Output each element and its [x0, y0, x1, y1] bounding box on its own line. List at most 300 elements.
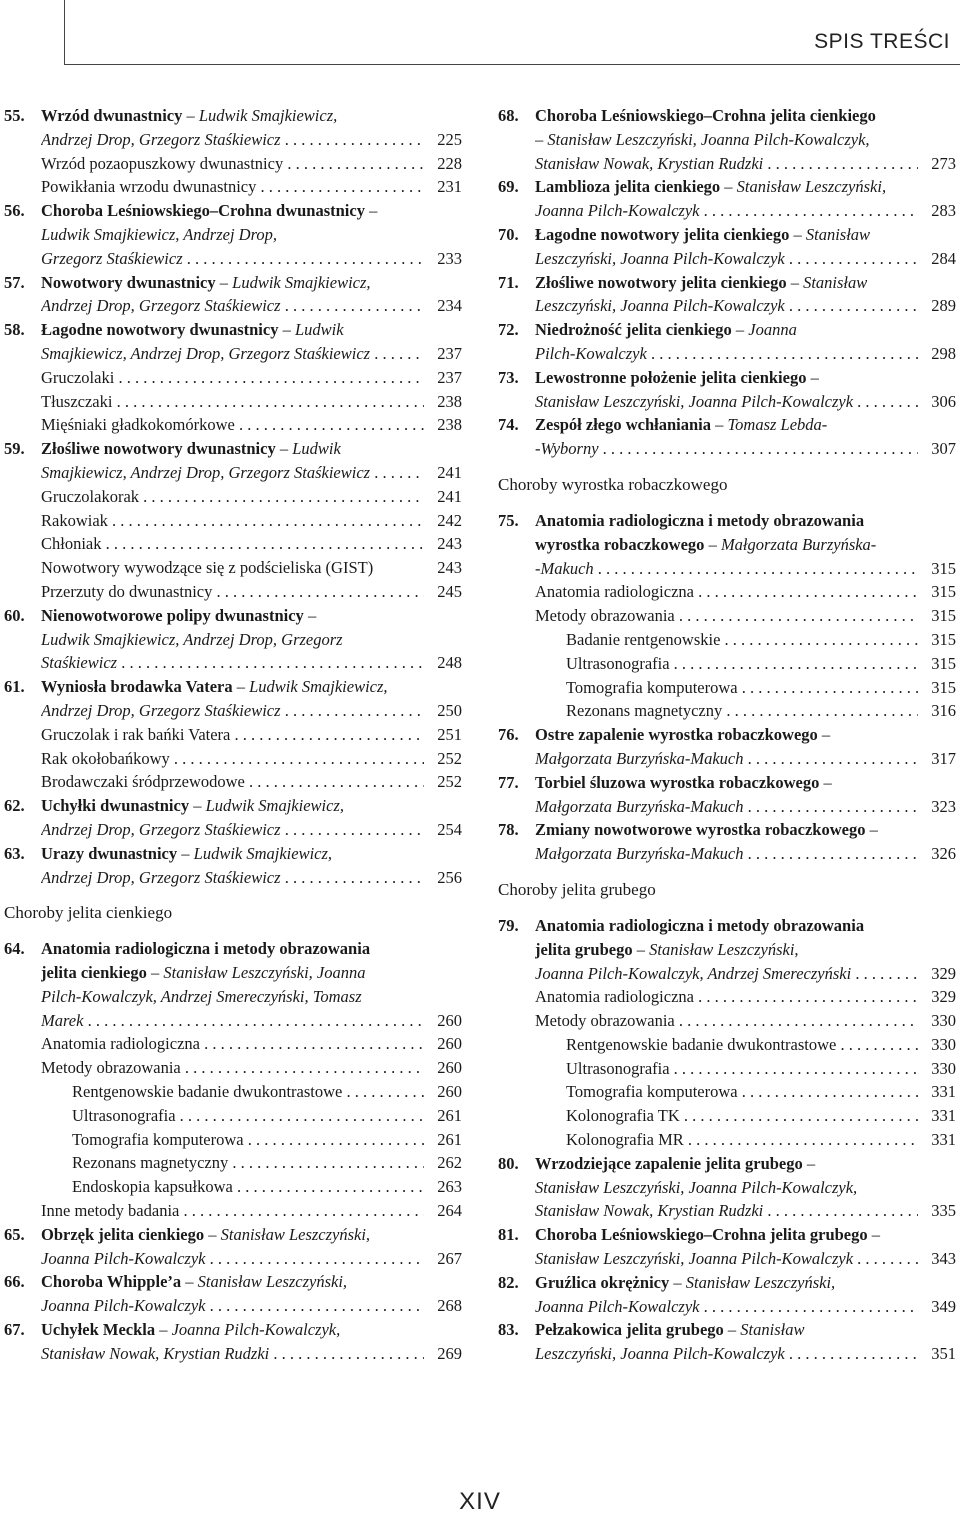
chapter-title: Ostre zapalenie wyrostka robaczkowego: [535, 725, 818, 745]
chapter-number: 76.: [498, 725, 519, 745]
toc-entry-line[interactable]: [4, 199, 462, 223]
toc-entry-line[interactable]: [498, 390, 956, 414]
entry-text: [535, 604, 918, 628]
toc-entry-line[interactable]: [4, 485, 462, 509]
subsection-title: Rak okołobańkowy: [41, 748, 170, 768]
chapter-number: 62.: [4, 796, 25, 816]
authors: Leszczyński, Joanna Pilch-Kowalczyk: [535, 296, 785, 316]
toc-entry-line[interactable]: [498, 723, 956, 747]
toc-entry-line[interactable]: [4, 651, 462, 675]
entry-text: [566, 1104, 918, 1128]
toc-entry-line[interactable]: [498, 509, 956, 533]
entry-text: [41, 651, 424, 675]
dash: –: [364, 201, 378, 221]
toc-entry-line[interactable]: [4, 1175, 462, 1199]
dash: –: [817, 725, 831, 745]
toc-entry-line[interactable]: [4, 604, 462, 628]
entry-text: [41, 842, 462, 866]
toc-entry-line[interactable]: [4, 1080, 462, 1104]
authors: Stanisław Nowak, Krystian Rudzki: [535, 1201, 764, 1221]
chapter-number: 80.: [498, 1153, 519, 1173]
chapter-title: Torbiel śluzowa wyrostka robaczkowego: [535, 772, 820, 792]
page-ref: 273: [918, 152, 956, 176]
authors: Ludwik Smajkiewicz,: [198, 106, 338, 125]
authors: Stanisław Leszczyński,: [649, 939, 799, 959]
toc-entry-line[interactable]: [498, 1057, 956, 1081]
toc-entry-line[interactable]: [4, 413, 462, 437]
subsection-title: Inne metody badania: [41, 1201, 180, 1221]
entry-text: [535, 1247, 918, 1271]
page-ref: 315: [918, 580, 956, 604]
authors: Pilch-Kowalczyk: [535, 343, 647, 363]
toc-entry-line[interactable]: [498, 1318, 956, 1342]
toc-entry-line[interactable]: [498, 842, 956, 866]
dash: –: [181, 1272, 198, 1292]
toc-entry-line[interactable]: [498, 128, 956, 152]
page-ref: 260: [424, 1032, 462, 1056]
toc-entry-line[interactable]: [498, 152, 956, 176]
page-ref: 326: [918, 842, 956, 866]
toc-entry-line[interactable]: [4, 794, 462, 818]
toc-entry-line[interactable]: [4, 532, 462, 556]
toc-entry-line[interactable]: [4, 1270, 462, 1294]
chapter-number: 67.: [4, 1320, 25, 1340]
chapter-number: 64.: [4, 939, 25, 959]
toc-entry-line[interactable]: [4, 866, 462, 890]
toc-entry-line[interactable]: [4, 104, 462, 128]
subsection-title: Anatomia radiologiczna: [535, 987, 694, 1007]
authors: Małgorzata Burzyńska-Makuch: [535, 796, 744, 816]
page-ref: 315: [918, 628, 956, 652]
authors: Stanisław Leszczyński, Joanna Pilch-Kowalczyk,: [547, 129, 870, 149]
toc-entry-line[interactable]: [4, 723, 462, 747]
toc-entry-line[interactable]: [498, 652, 956, 676]
toc-entry-line[interactable]: [4, 223, 462, 247]
entry-text: [41, 1294, 424, 1318]
chapter-number: 68.: [498, 106, 519, 125]
entry-text: [535, 1271, 956, 1295]
page-ref: 225: [424, 128, 462, 152]
toc-entry-line[interactable]: [4, 1199, 462, 1223]
chapter-number: 65.: [4, 1224, 25, 1244]
subsection-title: Gruczolaki: [41, 367, 115, 387]
subsection-title: Kolonografia TK: [566, 1106, 680, 1126]
authors: Andrzej Drop, Grzegorz Staśkiewicz: [41, 700, 281, 720]
dash: –: [146, 963, 164, 983]
toc-entry-line[interactable]: [498, 604, 956, 628]
subsection-title: Ultrasonografia: [72, 1105, 176, 1125]
entry-text: [41, 628, 462, 652]
entry-text: [535, 390, 918, 414]
entry-text: [41, 770, 424, 794]
toc-entry-line[interactable]: [4, 842, 462, 866]
chapter-number: 77.: [498, 772, 519, 792]
subsection-title: Rezonans magnetyczny: [566, 701, 723, 721]
entry-text: [535, 580, 918, 604]
toc-entry-line[interactable]: [498, 199, 956, 223]
page-ref: 268: [424, 1294, 462, 1318]
toc-entry-line[interactable]: [4, 1128, 462, 1152]
entry-text: [535, 1342, 918, 1366]
toc-entry-line[interactable]: [4, 1104, 462, 1128]
toc-entry-line[interactable]: [498, 533, 956, 557]
toc-entry-line[interactable]: [4, 747, 462, 771]
toc-entry-line[interactable]: [4, 437, 462, 461]
entry-text: [566, 699, 918, 723]
toc-entry-line[interactable]: [4, 770, 462, 794]
entry-text: [566, 1128, 918, 1152]
entry-text: [535, 985, 918, 1009]
subsection-title: Badanie rentgenowskie: [566, 629, 721, 649]
toc-entry-line[interactable]: [498, 1342, 956, 1366]
page-ref: 323: [918, 795, 956, 819]
toc-entry-line[interactable]: [4, 985, 462, 1009]
toc-entry-line[interactable]: [498, 962, 956, 986]
toc-entry-line[interactable]: [498, 771, 956, 795]
toc-entry-line[interactable]: [498, 1009, 956, 1033]
toc-entry-line[interactable]: [498, 1104, 956, 1128]
toc-entry-line[interactable]: [4, 675, 462, 699]
authors: Stanisław Leszczyński, Joanna Pilch-Kowalczyk: [535, 391, 854, 411]
chapter-number: 66.: [4, 1272, 25, 1292]
subsection-title: Przerzuty do dwunastnicy: [41, 581, 213, 601]
toc-entry-line[interactable]: [498, 580, 956, 604]
toc-entry-line[interactable]: [4, 961, 462, 985]
entry-text: [535, 128, 956, 152]
page-ref: 317: [918, 747, 956, 771]
toc-entry-line[interactable]: [498, 747, 956, 771]
chapter-title: jelita cienkiego: [41, 963, 147, 983]
dash: –: [819, 772, 832, 792]
authors: Ludwik Smajkiewicz,: [249, 677, 388, 697]
page-ref: 261: [424, 1128, 462, 1152]
page-ref: 329: [918, 962, 956, 986]
entry-text: [41, 366, 424, 390]
toc-entry-line[interactable]: [4, 628, 462, 652]
subsection-title: Ultrasonografia: [566, 1058, 670, 1078]
toc-entry-line[interactable]: [4, 1247, 462, 1271]
toc-entry-line[interactable]: [498, 557, 956, 581]
chapter-number: 61.: [4, 677, 25, 697]
entry-text: [535, 175, 956, 199]
entry-text: [535, 271, 956, 295]
chapter-number: 81.: [498, 1225, 519, 1245]
toc-entry-line[interactable]: [498, 437, 956, 461]
entry-text: [41, 152, 424, 176]
entry-text: [72, 1151, 424, 1175]
toc-entry-line[interactable]: [498, 1271, 956, 1295]
toc-entry-line[interactable]: [4, 366, 462, 390]
entry-text: [41, 1032, 424, 1056]
toc-entry-line[interactable]: [498, 1199, 956, 1223]
entry-text: [41, 604, 462, 628]
authors: Tomasz Lebda-: [727, 415, 828, 435]
authors: Stanisław: [803, 272, 868, 292]
entry-text: [41, 390, 424, 414]
subsection-title: Tomografia komputerowa: [566, 677, 738, 697]
dash: –: [789, 224, 806, 244]
chapter-number: 60.: [4, 605, 25, 625]
toc-right-column: [498, 104, 956, 1366]
entry-text: [566, 676, 918, 700]
chapter-number: 59.: [4, 439, 25, 459]
authors: Joanna Pilch-Kowalczyk: [41, 1248, 206, 1268]
chapter-title: Wrzodziejące zapalenie jelita grubego: [535, 1153, 803, 1173]
chapter-title: Złośliwe nowotwory dwunastnicy: [41, 439, 276, 459]
chapter-title: Lewostronne położenie jelita cienkiego: [535, 367, 807, 387]
dash: –: [215, 272, 233, 292]
toc-entry-line[interactable]: [498, 1295, 956, 1319]
toc-entry-line[interactable]: [4, 461, 462, 485]
toc-entry-line[interactable]: [4, 1223, 462, 1247]
dash: –: [632, 939, 650, 959]
entry-text: [41, 485, 424, 509]
toc-entry-line[interactable]: [498, 1080, 956, 1104]
subsection-title: Chłoniak: [41, 534, 102, 554]
subsection-title: Rezonans magnetyczny: [72, 1153, 229, 1173]
dash: –: [723, 1320, 741, 1340]
toc-entry-line[interactable]: [498, 818, 956, 842]
dash: –: [806, 367, 819, 387]
page-ref: 243: [424, 556, 462, 580]
toc-entry-line[interactable]: [4, 1294, 462, 1318]
toc-entry-line[interactable]: [498, 413, 956, 437]
entry-text: [41, 1318, 462, 1342]
toc-entry-line[interactable]: [4, 1318, 462, 1342]
subsection-title: Metody obrazowania: [535, 606, 675, 626]
toc-entry-line[interactable]: [498, 104, 956, 128]
subsection-title: Anatomia radiologiczna: [535, 582, 694, 602]
toc-entry-line[interactable]: [498, 247, 956, 271]
toc-entry-line[interactable]: [4, 318, 462, 342]
dash: –: [731, 320, 749, 340]
entry-text: [41, 223, 462, 247]
toc-entry-line[interactable]: [4, 509, 462, 533]
page-ref: 330: [918, 1033, 956, 1057]
authors: Ludwik: [294, 320, 344, 340]
authors: Stanisław Leszczyński, Joanna Pilch-Kowalczyk,: [535, 1177, 858, 1197]
entry-text: [535, 747, 918, 771]
page-ref: 298: [918, 342, 956, 366]
toc-entry-line[interactable]: [498, 1033, 956, 1057]
chapter-number: 71.: [498, 272, 519, 292]
entry-text: [72, 1128, 424, 1152]
toc-entry-line[interactable]: [498, 318, 956, 342]
page-ref: 315: [918, 604, 956, 628]
authors: Joanna Pilch-Kowalczyk: [535, 1296, 700, 1316]
entry-text: [566, 1080, 918, 1104]
chapter-number: 58.: [4, 320, 25, 340]
subsection-title: Metody obrazowania: [41, 1058, 181, 1078]
entry-text: [41, 818, 424, 842]
toc-entry-line[interactable]: [498, 223, 956, 247]
toc-entry-line[interactable]: [498, 914, 956, 938]
authors: Joanna Pilch-Kowalczyk,: [171, 1320, 341, 1340]
chapter-title: Wyniosła brodawka Vatera: [41, 677, 233, 697]
toc-entry-line[interactable]: [498, 271, 956, 295]
toc-entry-line[interactable]: [4, 1032, 462, 1056]
page-ref: 315: [918, 676, 956, 700]
toc-entry-line[interactable]: [498, 1176, 956, 1200]
page-ref: 331: [918, 1080, 956, 1104]
page-ref: 242: [424, 509, 462, 533]
toc-entry-line[interactable]: [498, 628, 956, 652]
page-ref: 248: [424, 651, 462, 675]
entry-text: [535, 1009, 918, 1033]
page-ref: 330: [918, 1009, 956, 1033]
dash: –: [535, 129, 548, 149]
toc-entry-line[interactable]: [4, 271, 462, 295]
toc-entry-line[interactable]: [4, 937, 462, 961]
toc-entry-line[interactable]: [4, 1151, 462, 1175]
page-ref: 231: [424, 175, 462, 199]
toc-entry-line[interactable]: [498, 985, 956, 1009]
dash: –: [278, 320, 295, 340]
chapter-number: 82.: [498, 1272, 519, 1292]
chapter-number: 78.: [498, 820, 519, 840]
page-ref: 315: [918, 652, 956, 676]
page-ref: 307: [918, 437, 956, 461]
dash: –: [204, 1224, 221, 1244]
authors: Stanisław Nowak, Krystian Rudzki: [41, 1343, 270, 1363]
page-ref: 234: [424, 294, 462, 318]
chapter-title: jelita grubego: [535, 939, 633, 959]
toc-entry-line[interactable]: [498, 1152, 956, 1176]
page-ref: 262: [424, 1151, 462, 1175]
entry-text: [41, 509, 424, 533]
toc-entry-line[interactable]: [498, 294, 956, 318]
toc-entry-line[interactable]: [4, 580, 462, 604]
dash: –: [189, 796, 206, 816]
page-ref: 335: [918, 1199, 956, 1223]
subsection-title: Tłuszczaki: [41, 391, 113, 411]
page-ref: 331: [918, 1128, 956, 1152]
entry-text: [41, 1223, 462, 1247]
authors: Małgorzata Burzyńska-: [720, 534, 877, 554]
subsection-title: Brodawczaki śródprzewodowe: [41, 772, 245, 792]
authors: Leszczyński, Joanna Pilch-Kowalczyk: [535, 1344, 785, 1364]
chapter-title: Łagodne nowotwory dwunastnicy: [41, 320, 279, 340]
chapter-number: 73.: [498, 367, 519, 387]
toc-entry-line[interactable]: [4, 175, 462, 199]
page-ref: 245: [424, 580, 462, 604]
toc-entry-line[interactable]: [498, 175, 956, 199]
entry-text: [566, 652, 918, 676]
entry-text: [41, 961, 462, 985]
toc-entry-line[interactable]: [498, 676, 956, 700]
entry-text: [41, 1199, 424, 1223]
entry-text: [72, 1104, 424, 1128]
entry-text: [535, 962, 918, 986]
toc-entry-line[interactable]: [4, 556, 462, 580]
toc-entry-line[interactable]: [4, 818, 462, 842]
page-ref: 228: [424, 152, 462, 176]
page-ref: 351: [918, 1342, 956, 1366]
chapter-title: Nowotwory dwunastnicy: [41, 272, 216, 292]
entry-text: [41, 556, 424, 580]
toc-entry-line[interactable]: [498, 1223, 956, 1247]
toc-entry-line[interactable]: [4, 247, 462, 271]
chapter-number: 72.: [498, 320, 519, 340]
entry-text: [535, 842, 918, 866]
page-ref: 264: [424, 1199, 462, 1223]
toc-entry-line[interactable]: [498, 366, 956, 390]
entry-text: [41, 1056, 424, 1080]
chapter-number: 55.: [4, 106, 25, 125]
toc-entry-line[interactable]: [498, 1128, 956, 1152]
entry-text: [41, 1247, 424, 1271]
page-ref: 306: [918, 390, 956, 414]
toc-entry-line[interactable]: [498, 699, 956, 723]
toc-entry-line[interactable]: [4, 294, 462, 318]
subsection-title: Nowotwory wywodzące się z podścieliska (GIST): [41, 558, 374, 578]
toc-entry-line[interactable]: [4, 152, 462, 176]
dash: –: [704, 534, 721, 554]
entry-text: [41, 175, 424, 199]
chapter-title: Urazy dwunastnicy: [41, 843, 178, 863]
entry-text: [535, 1318, 956, 1342]
dash: –: [786, 272, 804, 292]
entry-text: [41, 747, 424, 771]
authors: Andrzej Drop, Grzegorz Staśkiewicz: [41, 819, 281, 839]
page-ref: 269: [424, 1342, 462, 1366]
chapter-title: Lamblioza jelita cienkiego: [535, 177, 721, 197]
chapter-number: 74.: [498, 415, 519, 435]
page-ref: 250: [424, 699, 462, 723]
dash: –: [275, 439, 293, 459]
toc-entry-line[interactable]: [498, 938, 956, 962]
chapter-title: Obrzęk jelita cienkiego: [41, 1224, 205, 1244]
page-title: SPIS TREŚCI: [814, 30, 950, 53]
entry-text: [535, 342, 918, 366]
page-ref: 260: [424, 1009, 462, 1033]
chapter-title: wyrostka robaczkowego: [535, 534, 705, 554]
chapter-title: Choroba Leśniowskiego–Crohna dwunastnicy: [41, 201, 365, 221]
entry-text: [72, 1080, 424, 1104]
subsection-title: Ultrasonografia: [566, 653, 670, 673]
chapter-title: Zmiany nowotworowe wyrostka robaczkowego: [535, 820, 866, 840]
toc-entry-line[interactable]: [4, 1009, 462, 1033]
authors: Joanna Pilch-Kowalczyk, Andrzej Smereczyński: [535, 963, 852, 983]
chapter-number: 70.: [498, 224, 519, 244]
entry-text: [535, 557, 918, 581]
page-ref: 254: [424, 818, 462, 842]
entry-text: [41, 723, 424, 747]
entry-text: [41, 1270, 462, 1294]
page-ref: 237: [424, 342, 462, 366]
toc-entry-line[interactable]: [4, 342, 462, 366]
authors: Stanisław: [805, 224, 871, 244]
toc-entry-line[interactable]: [498, 342, 956, 366]
chapter-number: 63.: [4, 843, 25, 863]
toc-entry-line[interactable]: [498, 795, 956, 819]
page-ref: 233: [424, 247, 462, 271]
subsection-title: Gruczolak i rak bańki Vatera: [41, 724, 231, 744]
toc-entry-line[interactable]: [4, 390, 462, 414]
toc-entry-line[interactable]: [498, 1247, 956, 1271]
dash: –: [303, 605, 317, 625]
entry-text: [41, 271, 462, 295]
toc-entry-line[interactable]: [4, 1056, 462, 1080]
entry-text: [41, 437, 462, 461]
toc-entry-line[interactable]: [4, 699, 462, 723]
toc-entry-line[interactable]: [4, 128, 462, 152]
page-ref: 316: [918, 699, 956, 723]
chapter-number: 75.: [498, 510, 519, 530]
chapter-title: Anatomia radiologiczna i metody obrazowania: [535, 510, 865, 530]
entry-text: [535, 771, 956, 795]
toc-entry-line[interactable]: [4, 1342, 462, 1366]
